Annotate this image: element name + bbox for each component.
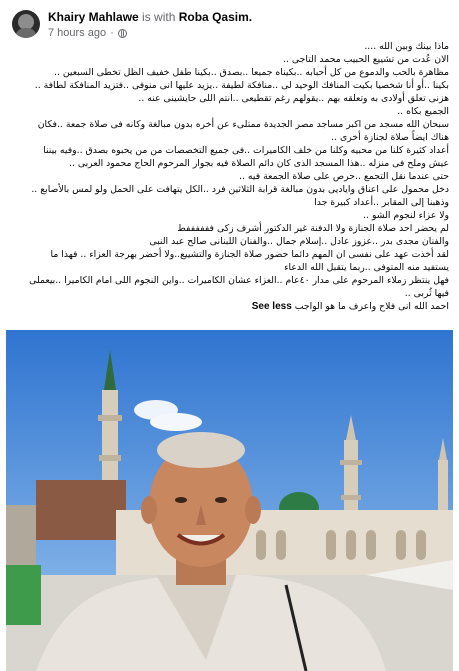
post-line: سبحان الله مسجد من اكبر مساجد مصر الجديدة ممتلىء عن أخره بدون مبالغة وكانه فى صلاة جمعة ..فكان: [37, 119, 449, 130]
post-line: هناك ايضاً صلاة لجنازة أخرى ..: [331, 132, 449, 143]
globe-icon: [118, 29, 127, 38]
author-name[interactable]: Khairy Mahlawe: [48, 10, 139, 24]
post-body: [9, 40, 449, 313]
post-line: حتى عندما نقل التجمع ..حرص على صلاة الجمعة فيه ..: [239, 171, 449, 182]
post-line: بكينا ..أو أنا شخصيا بكيت المنافك الوحيد لى ..منافكة لطيفة ..يزيد عليها انى منوفى ..فتزيد المنافكة لطافة ..: [34, 80, 449, 91]
post-line: فيها ثُربى ..: [404, 288, 449, 299]
author-line: [48, 10, 252, 25]
post-line: هزنى تعلق أولادى به وتعلقه بهم ..يقولهم رغم تقطيعى ..انتم اللى حايشينى عنه ..: [138, 93, 449, 104]
post-line: أعداد كثيرة كلنا من محبيه وكلنا من خلف الكاميرات ..فى جميع التخصصات من من يحبوه بصدق ..وفيه بيننا: [43, 145, 449, 156]
post-line: فهل ينتظر زملاء المرحوم على مدار ٤٠عام ..العزاء عشان الكاميرات ..واين النجوم اللى امام الكاميرا ..بيعملى: [29, 275, 449, 286]
post-line: الان عُدت من تشييع الحبيب محمد التاجى ..: [283, 54, 449, 65]
post-line: لقد أخذت عهد على نفسى ان المهم دائما حضور صلاة الجنازة والتشييع..ولا أحضر بهرجة العزاء .. فهذا ما: [50, 249, 449, 260]
see-less-link[interactable]: See less: [251, 301, 292, 312]
post-line: لم يحضر احد صلاة الجنازة ولا الدفنة غير الدكتور أشرف زكى ففففففط: [177, 223, 449, 234]
post-line: ماذا بينك وبين الله ....: [364, 41, 449, 52]
post-line: عيش وملح فى منزله ..هذا المسجد الذى كان دائم الصلاة فيه بجوار المرحوم الحاج محمود العربى ..: [68, 158, 449, 169]
with-text: is with: [142, 10, 176, 24]
post-line: دخل محمول على اعناق واياديى بدون مبالغة قرابة الثلاثين فرد ..الكل يتهافت على الحمل ولو لمس بالأصابع ..: [31, 184, 449, 195]
post-line: الجميع بكاه ..: [397, 106, 449, 117]
post-photo[interactable]: [6, 330, 453, 671]
post-line: ولا عزاء لنجوم الشو ..: [363, 210, 449, 221]
photo-illustration: [6, 330, 453, 671]
post-line: مظاهرة بالحب والدموع من كل أحبابه ..بكيناه جميعا ..بصدق ..بكينا طفل خفيف الظل تخطى السبعين ..: [53, 67, 449, 78]
post-line: والفنان مجدى بدر ..عزوز عادل ..إسلام جمال ..والفنان اللبنانى صالح عبد النبى: [149, 236, 449, 247]
post-line: احمد الله انى فلاح واعرف ما هو الواجب: [294, 301, 449, 312]
post-time[interactable]: 7 hours ago: [48, 27, 107, 39]
post-line: وذهبنا إلى المقابر ..أعداد كبيرة جدا: [314, 197, 449, 208]
post-line-last: [9, 300, 449, 313]
post-header: [12, 10, 447, 40]
author-avatar[interactable]: [12, 10, 40, 38]
avatar-body: [15, 28, 37, 38]
tagged-user[interactable]: Roba Qasim.: [178, 10, 253, 24]
post-meta: 7 hours ago ·: [48, 26, 127, 40]
post-line: يستفيد منه المتوفى ..ربما يتقبل الله الدعاء: [284, 262, 449, 273]
